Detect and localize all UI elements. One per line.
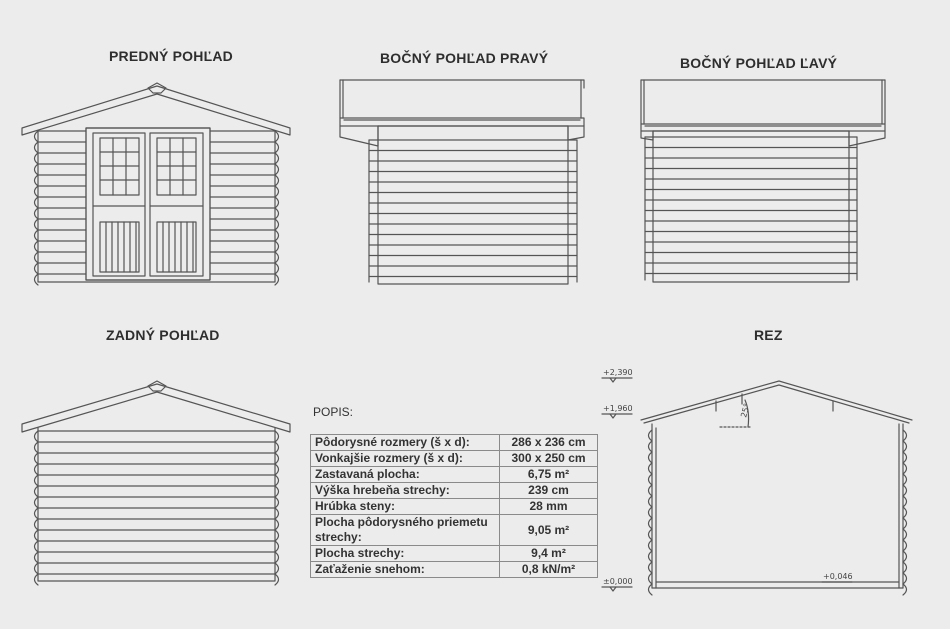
spec-key: Plocha strechy: (311, 546, 500, 562)
table-row (311, 483, 598, 499)
spec-value: 28 mm (500, 499, 598, 515)
spec-value: 9,4 m² (500, 546, 598, 562)
elevation-markers (602, 378, 852, 591)
spec-key: Zaťaženie snehom: (311, 562, 500, 578)
table-row (311, 562, 598, 578)
spec-key: Vonkajšie rozmery (š x d): (311, 451, 500, 467)
popis-label: POPIS: (313, 405, 354, 419)
table-row (311, 515, 598, 546)
spec-key: Výška hrebeňa strechy: (311, 483, 500, 499)
section-view-title: REZ (754, 327, 783, 343)
elevation-ridge-label: +2,390 (603, 368, 633, 377)
specification-table (310, 434, 598, 578)
front-view-drawing (22, 83, 290, 285)
section-view-drawing (641, 381, 912, 595)
side-left-view-drawing (641, 80, 885, 282)
spec-value: 286 x 236 cm (500, 435, 598, 451)
spec-key: Zastavaná plocha: (311, 467, 500, 483)
front-view-title: PREDNÝ POHĽAD (109, 48, 233, 64)
spec-value: 0,8 kN/m² (500, 562, 598, 578)
back-view-title: ZADNÝ POHĽAD (106, 327, 220, 343)
roof-angle-label: 25° (739, 402, 752, 419)
elevation-floor-label: +0,046 (823, 572, 853, 581)
side-left-view-title: BOČNÝ POHĽAD ĽAVÝ (680, 55, 838, 71)
spec-value: 6,75 m² (500, 467, 598, 483)
elevation-eave-label: +1,960 (603, 404, 633, 413)
table-row (311, 467, 598, 483)
table-row (311, 499, 598, 515)
back-view-drawing (22, 381, 290, 585)
table-row (311, 451, 598, 467)
table-row (311, 546, 598, 562)
spec-value: 9,05 m² (500, 515, 598, 546)
side-right-view-title: BOČNÝ POHĽAD PRAVÝ (380, 50, 549, 66)
spec-value: 239 cm (500, 483, 598, 499)
spec-value: 300 x 250 cm (500, 451, 598, 467)
spec-key: Pôdorysné rozmery (š x d): (311, 435, 500, 451)
side-right-view-drawing (340, 80, 584, 284)
elevation-ground-label: ±0,000 (603, 577, 633, 586)
table-row (311, 435, 598, 451)
spec-key: Hrúbka steny: (311, 499, 500, 515)
spec-key: Plocha pôdorysného priemetu strechy: (311, 515, 500, 546)
